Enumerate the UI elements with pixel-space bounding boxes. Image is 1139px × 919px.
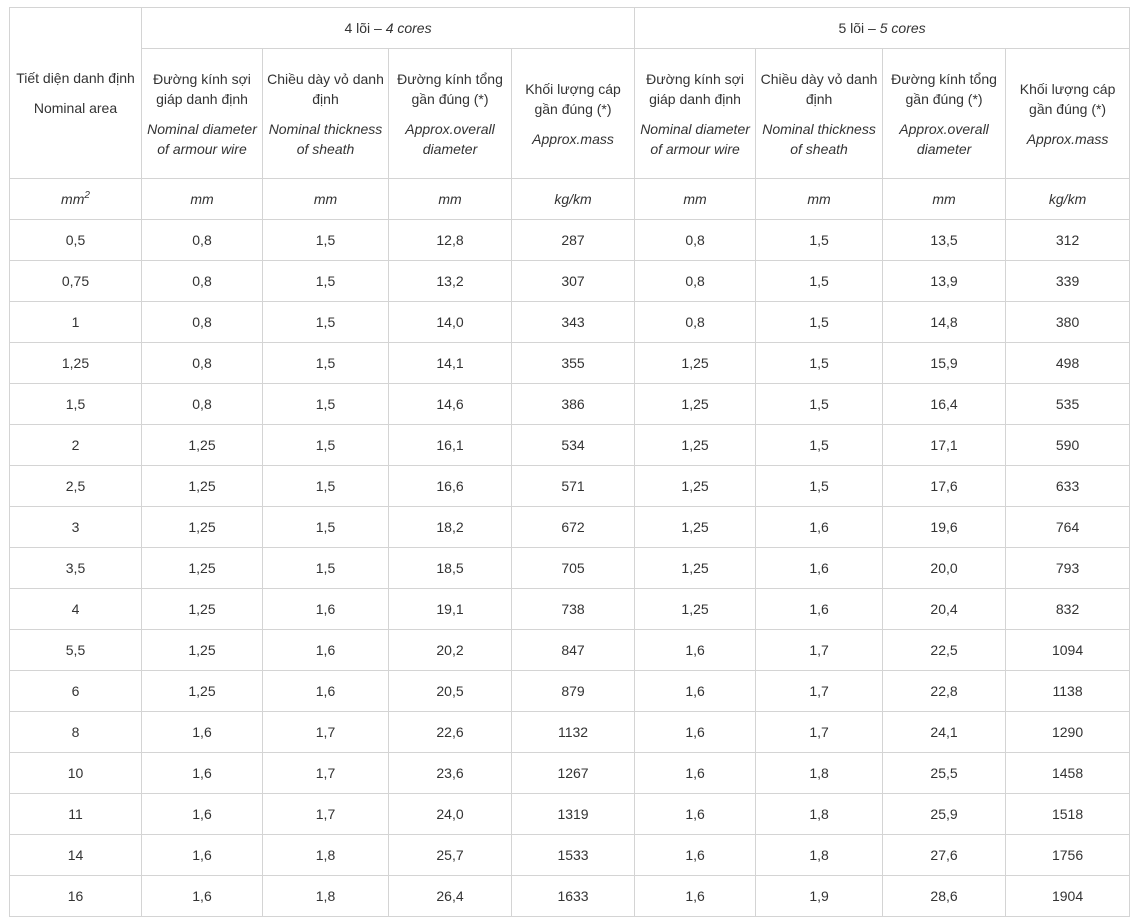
table-cell: 1,6: [263, 589, 389, 630]
table-cell: 633: [1006, 466, 1130, 507]
table-cell: 1458: [1006, 753, 1130, 794]
table-cell: 1,6: [142, 876, 263, 917]
table-cell: 1,9: [756, 876, 883, 917]
table-cell: 1,8: [756, 753, 883, 794]
table-row: [10, 876, 1130, 917]
table-cell: 1,5: [10, 384, 142, 425]
table-cell: 1,6: [142, 794, 263, 835]
table-cell: 1,6: [756, 589, 883, 630]
table-cell: 1,7: [756, 712, 883, 753]
table-row: [10, 261, 1130, 302]
table-cell: 312: [1006, 220, 1130, 261]
table-cell: 1,5: [263, 548, 389, 589]
table-cell: 1,25: [142, 466, 263, 507]
table-cell: 1,8: [263, 835, 389, 876]
table-cell: 25,5: [883, 753, 1006, 794]
table-cell: 0,8: [142, 343, 263, 384]
table-cell: 590: [1006, 425, 1130, 466]
table-cell: 22,8: [883, 671, 1006, 712]
table-cell: 1290: [1006, 712, 1130, 753]
four-cores-col-header-3: [389, 49, 512, 179]
table-cell: 738: [512, 589, 635, 630]
four-cores-unit-2: mm: [263, 179, 389, 220]
table-cell: 16: [10, 876, 142, 917]
table-cell: 1267: [512, 753, 635, 794]
table-cell: 12,8: [389, 220, 512, 261]
table-cell: 307: [512, 261, 635, 302]
table-cell: 16,4: [883, 384, 1006, 425]
table-cell: 339: [1006, 261, 1130, 302]
table-row: [10, 220, 1130, 261]
table-cell: 23,6: [389, 753, 512, 794]
table-cell: 1,25: [635, 589, 756, 630]
table-cell: 1,5: [263, 261, 389, 302]
table-cell: 1,5: [756, 302, 883, 343]
table-cell: 1,25: [142, 671, 263, 712]
col-header-vi: Đường kính tổng gần đúng (*): [891, 70, 997, 107]
table-cell: 17,6: [883, 466, 1006, 507]
table-row: [10, 507, 1130, 548]
five-cores-label-vi: 5 lõi –: [838, 20, 880, 36]
table-cell: 18,2: [389, 507, 512, 548]
table-cell: 0,8: [635, 302, 756, 343]
table-cell: 20,0: [883, 548, 1006, 589]
table-cell: 10: [10, 753, 142, 794]
group-header-row: [10, 8, 1130, 49]
table-cell: 14,0: [389, 302, 512, 343]
table-cell: 1,5: [263, 466, 389, 507]
table-cell: 3: [10, 507, 142, 548]
table-cell: 1,25: [635, 507, 756, 548]
table-cell: 0,5: [10, 220, 142, 261]
unit-row: [10, 179, 1130, 220]
table-cell: 0,8: [142, 384, 263, 425]
table-row: [10, 630, 1130, 671]
four-cores-col-header-4: [512, 49, 635, 179]
five-cores-unit-1: mm: [635, 179, 756, 220]
col-header-en: Nominal thickness of sheath: [268, 120, 383, 157]
table-cell: 0,8: [142, 220, 263, 261]
four-cores-col-header-2: [263, 49, 389, 179]
table-cell: 1,7: [263, 753, 389, 794]
col-header-en: Nominal thickness of sheath: [762, 120, 876, 157]
five-cores-col-header-3: [883, 49, 1006, 179]
area-unit: mm: [61, 191, 85, 207]
table-cell: 847: [512, 630, 635, 671]
table-cell: 6: [10, 671, 142, 712]
table-cell: 13,9: [883, 261, 1006, 302]
five-cores-col-header-2: [756, 49, 883, 179]
table-cell: 0,8: [142, 302, 263, 343]
table-cell: 13,5: [883, 220, 1006, 261]
table-cell: 1,25: [635, 548, 756, 589]
table-cell: 1,25: [635, 343, 756, 384]
table-cell: 571: [512, 466, 635, 507]
table-row: [10, 589, 1130, 630]
table-cell: 380: [1006, 302, 1130, 343]
table-cell: 0,8: [635, 220, 756, 261]
table-cell: 1,25: [142, 425, 263, 466]
table-cell: 1,25: [635, 384, 756, 425]
table-cell: 1,25: [10, 343, 142, 384]
table-cell: 1,6: [263, 671, 389, 712]
table-cell: 1,6: [635, 630, 756, 671]
col-header-en: Approx.overall diameter: [405, 120, 495, 157]
table-cell: 1633: [512, 876, 635, 917]
table-cell: 2: [10, 425, 142, 466]
table-cell: 1,25: [142, 630, 263, 671]
table-cell: 1,25: [635, 466, 756, 507]
table-cell: 1518: [1006, 794, 1130, 835]
four-cores-unit-3: mm: [389, 179, 512, 220]
table-cell: 1,25: [142, 507, 263, 548]
col-header-vi: Đường kính sợi giáp danh định: [646, 70, 744, 107]
table-row: [10, 384, 1130, 425]
five-cores-unit-3: mm: [883, 179, 1006, 220]
table-cell: 22,6: [389, 712, 512, 753]
table-cell: 1,8: [263, 876, 389, 917]
table-row: [10, 302, 1130, 343]
nominal-area-header: [10, 8, 142, 179]
table-cell: 18,5: [389, 548, 512, 589]
table-cell: 534: [512, 425, 635, 466]
five-cores-header: [635, 8, 1130, 49]
table-cell: 1,6: [635, 876, 756, 917]
table-cell: 386: [512, 384, 635, 425]
table-cell: 28,6: [883, 876, 1006, 917]
table-cell: 11: [10, 794, 142, 835]
table-cell: 24,1: [883, 712, 1006, 753]
table-cell: 2,5: [10, 466, 142, 507]
table-cell: 1904: [1006, 876, 1130, 917]
table-cell: 1,5: [263, 384, 389, 425]
table-cell: 832: [1006, 589, 1130, 630]
col-header-vi: Chiều dày vỏ danh định: [267, 70, 384, 107]
table-cell: 1,25: [142, 548, 263, 589]
table-cell: 1,6: [756, 507, 883, 548]
area-unit-superscript: 2: [84, 190, 90, 201]
col-header-vi: Chiều dày vỏ danh định: [760, 70, 878, 107]
table-cell: 0,8: [142, 261, 263, 302]
table-cell: 1,5: [263, 220, 389, 261]
table-cell: 1756: [1006, 835, 1130, 876]
table-cell: 25,9: [883, 794, 1006, 835]
table-cell: 1138: [1006, 671, 1130, 712]
five-cores-unit-2: mm: [756, 179, 883, 220]
nominal-area-header-vi: Tiết diện danh định: [16, 70, 135, 86]
nominal-area-header-en: Nominal area: [33, 100, 118, 116]
table-cell: 343: [512, 302, 635, 343]
five-cores-col-header-4: [1006, 49, 1130, 179]
table-cell: 16,6: [389, 466, 512, 507]
table-cell: 1,25: [142, 589, 263, 630]
table-row: [10, 753, 1130, 794]
table-cell: 1,6: [142, 835, 263, 876]
table-cell: 14: [10, 835, 142, 876]
table-cell: 1: [10, 302, 142, 343]
col-header-en: Approx.mass: [532, 130, 614, 147]
table-cell: 19,6: [883, 507, 1006, 548]
col-header-en: Nominal diameter of armour wire: [147, 120, 257, 157]
four-cores-col-header-1: [142, 49, 263, 179]
table-cell: 1,25: [635, 425, 756, 466]
table-cell: 13,2: [389, 261, 512, 302]
table-cell: 4: [10, 589, 142, 630]
table-cell: 27,6: [883, 835, 1006, 876]
table-cell: 0,75: [10, 261, 142, 302]
table-cell: 793: [1006, 548, 1130, 589]
table-row: [10, 712, 1130, 753]
five-cores-unit-4: kg/km: [1006, 179, 1130, 220]
table-row: [10, 343, 1130, 384]
table-cell: 1,5: [263, 507, 389, 548]
table-row: [10, 425, 1130, 466]
table-row: [10, 466, 1130, 507]
table-cell: 1,7: [756, 630, 883, 671]
table-cell: 1,7: [263, 794, 389, 835]
table-cell: 1,6: [142, 712, 263, 753]
four-cores-label-en: 4 cores: [385, 20, 432, 36]
table-cell: 17,1: [883, 425, 1006, 466]
table-cell: 764: [1006, 507, 1130, 548]
five-cores-col-header-1: [635, 49, 756, 179]
table-row: [10, 548, 1130, 589]
table-cell: 1,6: [756, 548, 883, 589]
table-cell: 22,5: [883, 630, 1006, 671]
table-row: [10, 671, 1130, 712]
table-cell: 26,4: [389, 876, 512, 917]
table-cell: 1,6: [635, 753, 756, 794]
table-cell: 672: [512, 507, 635, 548]
table-cell: 1,6: [635, 712, 756, 753]
table-cell: 287: [512, 220, 635, 261]
table-cell: 1,5: [756, 261, 883, 302]
table-cell: 1,5: [756, 220, 883, 261]
table-cell: 1,5: [263, 343, 389, 384]
table-cell: 3,5: [10, 548, 142, 589]
table-cell: 20,2: [389, 630, 512, 671]
table-cell: 1,6: [635, 794, 756, 835]
four-cores-header: [142, 8, 635, 49]
col-header-en: Nominal diameter of armour wire: [640, 120, 750, 157]
table-cell: 1,8: [756, 835, 883, 876]
col-header-vi: Khối lượng cáp gần đúng (*): [1019, 80, 1116, 117]
table-cell: 1,5: [263, 425, 389, 466]
table-cell: 16,1: [389, 425, 512, 466]
col-header-en: Approx.overall diameter: [899, 120, 989, 157]
table-cell: 1,8: [756, 794, 883, 835]
table-cell: 24,0: [389, 794, 512, 835]
cable-spec-table: [9, 7, 1130, 917]
table-cell: 1,6: [635, 835, 756, 876]
table-cell: 20,4: [883, 589, 1006, 630]
table-cell: 1,7: [263, 712, 389, 753]
table-cell: 15,9: [883, 343, 1006, 384]
table-cell: 1094: [1006, 630, 1130, 671]
table-cell: 355: [512, 343, 635, 384]
four-cores-unit-1: mm: [142, 179, 263, 220]
table-cell: 1,5: [756, 466, 883, 507]
five-cores-label-en: 5 cores: [879, 20, 926, 36]
four-cores-unit-4: kg/km: [512, 179, 635, 220]
col-header-en: Approx.mass: [1026, 130, 1109, 147]
table-cell: 1,5: [756, 384, 883, 425]
col-header-vi: Đường kính tổng gần đúng (*): [397, 70, 503, 107]
table-cell: 1,5: [756, 343, 883, 384]
table-cell: 0,8: [635, 261, 756, 302]
table-cell: 1,6: [635, 671, 756, 712]
table-cell: 25,7: [389, 835, 512, 876]
table-cell: 8: [10, 712, 142, 753]
table-cell: 1,6: [263, 630, 389, 671]
table-cell: 1,5: [756, 425, 883, 466]
table-cell: 14,6: [389, 384, 512, 425]
table-cell: 535: [1006, 384, 1130, 425]
table-row: [10, 794, 1130, 835]
col-header-vi: Khối lượng cáp gần đúng (*): [525, 80, 621, 117]
table-cell: 1132: [512, 712, 635, 753]
table-cell: 20,5: [389, 671, 512, 712]
table-cell: 14,8: [883, 302, 1006, 343]
table-cell: 879: [512, 671, 635, 712]
col-header-vi: Đường kính sợi giáp danh định: [153, 70, 251, 107]
table-cell: 5,5: [10, 630, 142, 671]
table-cell: 1,5: [263, 302, 389, 343]
column-header-row: [10, 49, 1130, 179]
table-cell: 705: [512, 548, 635, 589]
table-cell: 1,6: [142, 753, 263, 794]
table-cell: 19,1: [389, 589, 512, 630]
table-cell: 1533: [512, 835, 635, 876]
unit-cell: [10, 179, 142, 220]
table-cell: 14,1: [389, 343, 512, 384]
four-cores-label-vi: 4 lõi –: [344, 20, 386, 36]
table-cell: 498: [1006, 343, 1130, 384]
table-cell: 1,7: [756, 671, 883, 712]
table-row: [10, 835, 1130, 876]
table-cell: 1319: [512, 794, 635, 835]
